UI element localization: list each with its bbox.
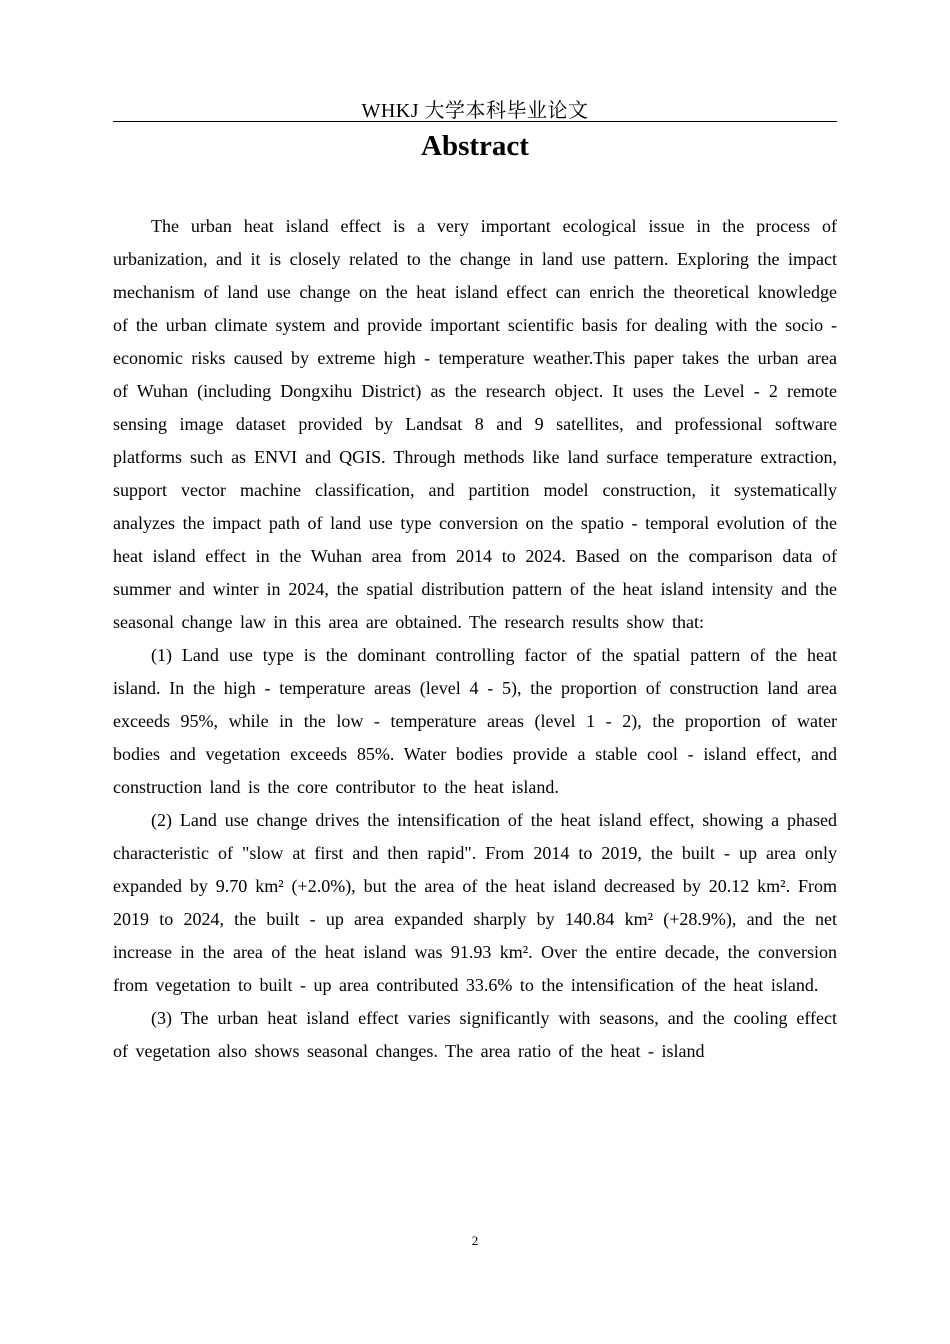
header-divider <box>113 121 837 122</box>
running-header: WHKJ 大学本科毕业论文 <box>361 100 589 122</box>
paragraph-finding-3: (3) The urban heat island effect varies significantly with seasons, and the cooling effect of vegetation also shows seasonal changes. The area ratio of the heat - island <box>113 1008 837 1061</box>
page-number: 2 <box>471 1233 479 1248</box>
paragraph-intro: The urban heat island effect is a very important ecological issue in the process of urbanization, and it is closely related to the change in land use pattern. Exploring the impact mechanism of land use change on the heat island effect can enrich the theoretical knowledge of the urban climate system and provide important scientific basis for dealing with the socio - economic risks caused by extreme high - temperature weather.This paper takes the urban area of Wuhan (including Dongxihu District) as the research object. It uses the Level - 2 remote sensing image dataset provided by Landsat 8 and 9 satellites, and professional software platforms such as ENVI and QGIS. Through methods like land surface temperature extraction, support vector machine classification, and partition model construction, it systematically analyzes the impact path of land use type conversion on the spatio - temporal evolution of the heat island effect in the Wuhan area from 2014 to 2024. Based on the comparison data of summer and winter in 2024, the spatial distribution pattern of the heat island intensity and the seasonal change law in this area are obtained. The research results show that: <box>113 216 837 632</box>
abstract-body <box>113 210 837 1068</box>
page-title: Abstract <box>421 130 529 162</box>
paragraph-finding-1: (1) Land use type is the dominant controlling factor of the spatial pattern of the heat island. In the high - temperature areas (level 4 - 5), the proportion of construction land area exceeds 95%, while in the low - temperature areas (level 1 - 2), the proportion of water bodies and vegetation exceeds 85%. Water bodies provide a stable cool - island effect, and construction land is the core contributor to the heat island. <box>113 645 837 797</box>
paragraph-finding-2: (2) Land use change drives the intensification of the heat island effect, showing a phased characteristic of "slow at first and then rapid". From 2014 to 2019, the built - up area only expanded by 9.70 km² (+2.0%), but the area of the heat island decreased by 20.12 km². From 2019 to 2024, the built - up area expanded sharply by 140.84 km² (+28.9%), and the net increase in the area of the heat island was 91.93 km². Over the entire decade, the conversion from vegetation to built - up area contributed 33.6% to the intensification of the heat island. <box>113 810 837 995</box>
